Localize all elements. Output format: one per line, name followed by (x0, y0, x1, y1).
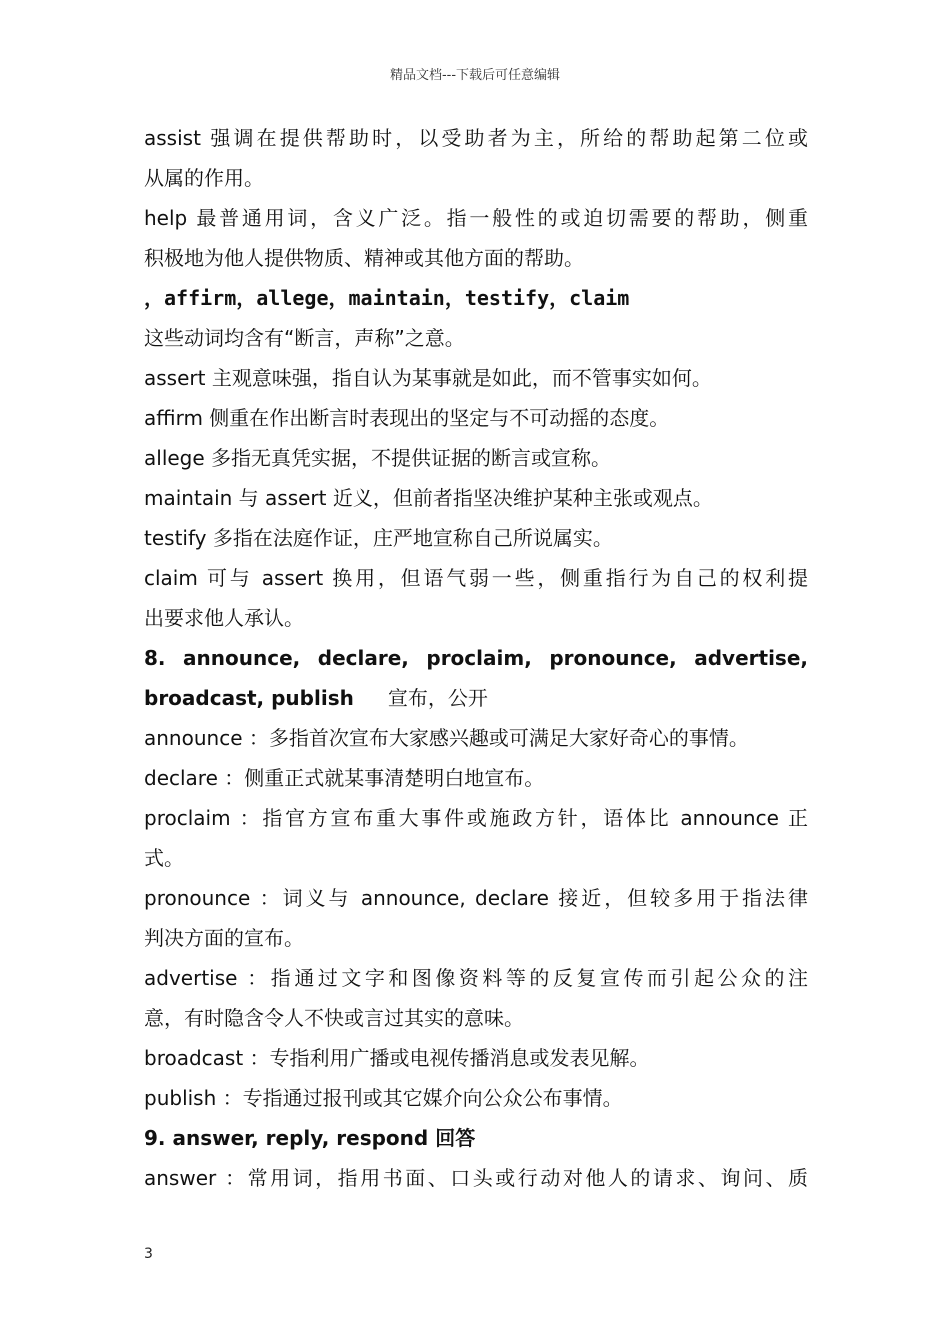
page-number: 3 (144, 1246, 153, 1262)
paragraph-line: announce ：多指首次宣布大家感兴趣或可满足大家好奇心的事情。 (144, 726, 749, 750)
paragraph-line: assert 主观意味强，指自认为某事就是如此，而不管事实如何。 (144, 366, 712, 390)
paragraph-line: claim 可与 assert 换用，但语气弱一些，侧重指行为自己的权利提 (144, 566, 808, 590)
paragraph-line: 意，有时隐含令人不快或言过其实的意味。 (144, 1006, 524, 1030)
paragraph-line: 从属的作用。 (144, 166, 264, 190)
document-body (144, 118, 808, 1198)
heading-words: broadcast, publish (144, 686, 354, 710)
paragraph-line: answer ：常用词，指用书面、口头或行动对他人的请求、询问、质 (144, 1166, 808, 1190)
paragraph-line: 积极地为他人提供物质、精神或其他方面的帮助。 (144, 246, 584, 270)
paragraph-line: 判决方面的宣布。 (144, 926, 304, 950)
section-heading: 8. announce, declare, proclaim, pronounce, advertise, (144, 646, 808, 670)
paragraph-line: 式。 (144, 846, 184, 870)
paragraph-line: 这些动词均含有“断言，声称”之意。 (144, 326, 465, 350)
page-header: 精品文档---下载后可任意编辑 (389, 68, 561, 83)
paragraph-line: assist 强调在提供帮助时，以受助者为主，所给的帮助起第二位或 (144, 126, 808, 150)
paragraph-line: pronounce ：词义与 announce, declare 接近，但较多用于指法律 (144, 886, 808, 910)
heading-meaning: 宣布，公开 (387, 686, 488, 710)
paragraph-line: testify 多指在法庭作证，庄严地宣称自己所说属实。 (144, 526, 613, 550)
paragraph-line: maintain 与 assert 近义，但前者指坚决维护某种主张或观点。 (144, 486, 713, 510)
section-heading: 9. answer, reply, respond 回答 (144, 1126, 476, 1150)
paragraph-line: allege 多指无真凭实据，不提供证据的断言或宣称。 (144, 446, 612, 470)
section-heading-continued (144, 678, 808, 718)
paragraph-line: declare ：侧重正式就某事清楚明白地宣布。 (144, 766, 545, 790)
paragraph-line: advertise ：指通过文字和图像资料等的反复宣传而引起公众的注 (144, 966, 808, 990)
section-heading: ，affirm，allege，maintain，testify，claim (144, 286, 630, 310)
paragraph-line: publish ：专指通过报刊或其它媒介向公众公布事情。 (144, 1086, 623, 1110)
paragraph-line: affirm 侧重在作出断言时表现出的坚定与不可动摇的态度。 (144, 406, 670, 430)
paragraph-line: 出要求他人承认。 (144, 606, 304, 630)
paragraph-line: proclaim ：指官方宣布重大事件或施政方针，语体比 announce 正 (144, 806, 808, 830)
paragraph-line: help 最普通用词，含义广泛。指一般性的或迫切需要的帮助，侧重 (144, 206, 808, 230)
paragraph-line: broadcast ：专指利用广播或电视传播消息或发表见解。 (144, 1046, 650, 1070)
